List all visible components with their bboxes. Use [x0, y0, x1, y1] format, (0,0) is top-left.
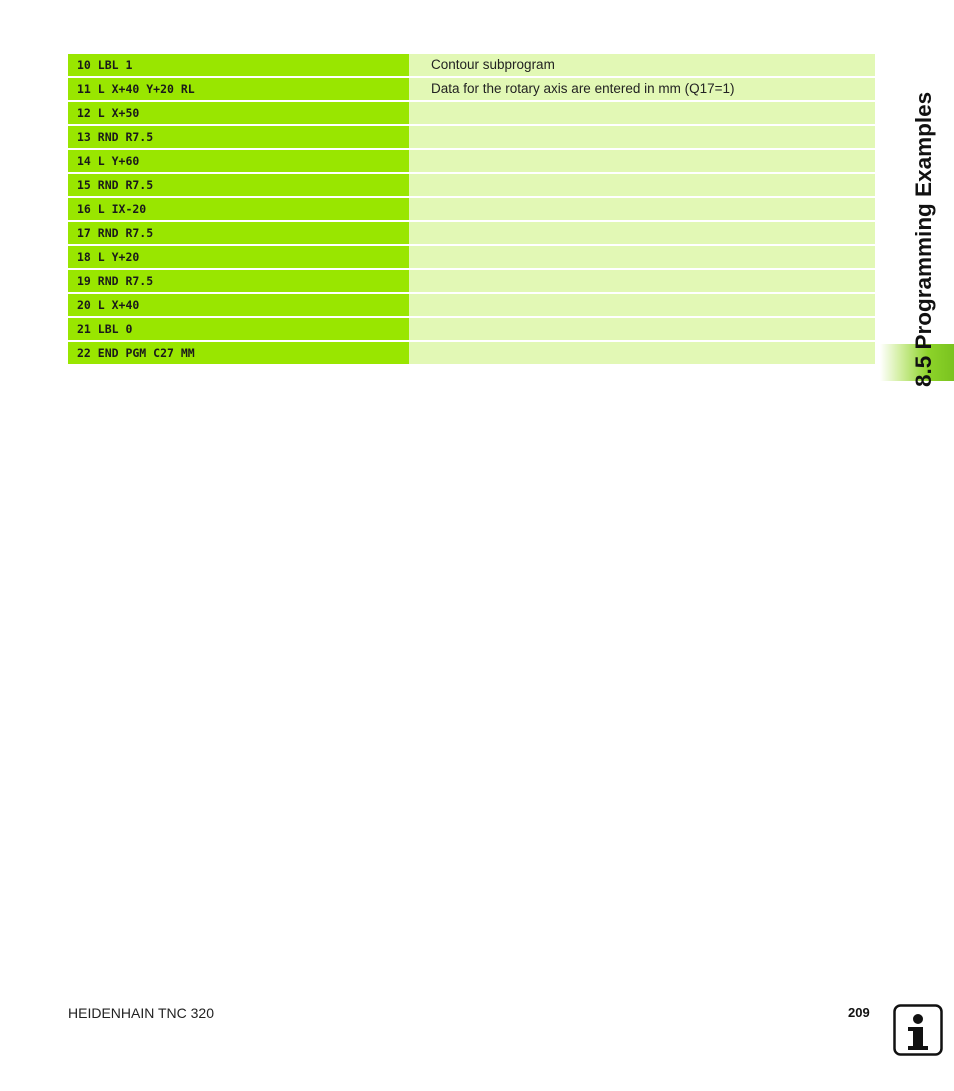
nc-block-comment: [409, 222, 875, 244]
table-row: [68, 174, 875, 196]
section-title: 8.5 Programming Examples: [911, 91, 936, 387]
nc-block-code: 10 LBL 1: [68, 54, 409, 76]
table-row: [68, 294, 875, 316]
nc-block-code: 12 L X+50: [68, 102, 409, 124]
table-row: [68, 318, 875, 340]
nc-block-comment: [409, 198, 875, 220]
table-row: [68, 54, 875, 76]
page-number: 209: [848, 1005, 870, 1020]
nc-block-comment: [409, 318, 875, 340]
nc-block-comment: [409, 294, 875, 316]
nc-block-comment: [409, 174, 875, 196]
info-icon: [893, 1004, 943, 1056]
nc-block-comment: [409, 126, 875, 148]
table-row: [68, 198, 875, 220]
table-row: [68, 150, 875, 172]
nc-block-code: 18 L Y+20: [68, 246, 409, 268]
nc-block-code: 13 RND R7.5: [68, 126, 409, 148]
table-row: [68, 102, 875, 124]
nc-block-code: 17 RND R7.5: [68, 222, 409, 244]
manual-name: HEIDENHAIN TNC 320: [68, 1005, 215, 1021]
nc-block-code: 16 L IX-20: [68, 198, 409, 220]
nc-block-comment: [409, 246, 875, 268]
nc-block-comment: [409, 342, 875, 364]
table-row: [68, 342, 875, 364]
nc-block-code: 21 LBL 0: [68, 318, 409, 340]
table-row: [68, 270, 875, 292]
nc-block-code: 22 END PGM C27 MM: [68, 342, 409, 364]
nc-block-code: 15 RND R7.5: [68, 174, 409, 196]
table-row: [68, 78, 875, 100]
nc-block-comment: [409, 150, 875, 172]
nc-block-code: 14 L Y+60: [68, 150, 409, 172]
nc-block-code: 20 L X+40: [68, 294, 409, 316]
nc-block-comment: [409, 102, 875, 124]
program-listing-table: [68, 54, 875, 366]
nc-block-comment: Data for the rotary axis are entered in mm (Q17=1): [409, 78, 875, 100]
nc-block-comment: [409, 270, 875, 292]
nc-block-comment: Contour subprogram: [409, 54, 875, 76]
table-row: [68, 126, 875, 148]
nc-block-code: 11 L X+40 Y+20 RL: [68, 78, 409, 100]
table-row: [68, 222, 875, 244]
nc-block-code: 19 RND R7.5: [68, 270, 409, 292]
table-row: [68, 246, 875, 268]
